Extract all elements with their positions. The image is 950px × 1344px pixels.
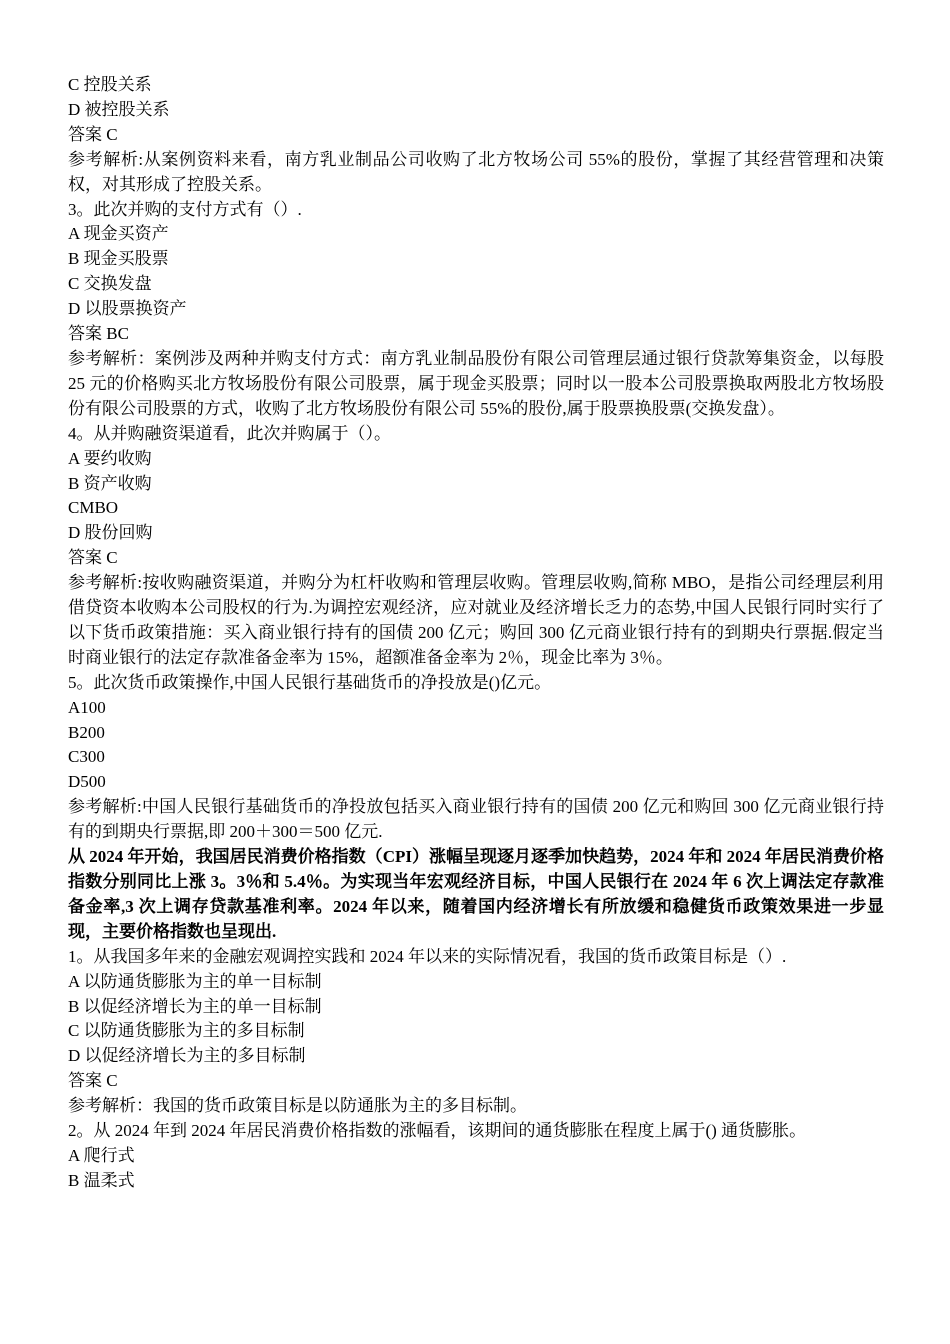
answer-line: 答案 BC <box>68 324 129 344</box>
option-c-line: C 交换发盘 <box>68 274 152 294</box>
option-b-line: B 现金买股票 <box>68 249 169 269</box>
answer-line: 答案 C <box>68 548 118 568</box>
question-3: 3。此次并购的支付方式有（）. <box>68 199 302 219</box>
explanation-paragraph: 参考解析：案例涉及两种并购支付方式：南方乳业制品股份有限公司管理层通过银行贷款筹集资金，以每股 25 元的价格购买北方牧场股份有限公司股票，属于现金买股票；同时以一股本公司股票换取两股北方牧场股份有限公司股票的方式，收购了北方牧场股份有限公司 55%的股份,属于股票换股票(交换发盘）。 <box>68 348 884 418</box>
option-a-line: A100 <box>68 697 106 717</box>
option-a-line: A 爬行式 <box>68 1145 135 1165</box>
case-background-paragraph: 从 2024 年开始，我国居民消费价格指数（CPI）涨幅呈现逐月逐季加快趋势，2024 年和 2024 年居民消费价格指数分别同比上涨 3。3％和 5.4％。为实现当年宏观经济目标，中国人民银行在 2024 年 6 次上调法定存款准备金率,3 次上调存贷款基准利率。2024 年以来，随着国内经济增长有所放缓和稳健货币政策效果进一步显现，主要价格指数也呈现出. <box>68 847 884 941</box>
option-d-line: D 被控股关系 <box>68 99 170 119</box>
option-a-line: A 要约收购 <box>68 448 152 468</box>
answer-line: 答案 C <box>68 1071 118 1091</box>
option-b-line: B 温柔式 <box>68 1170 135 1190</box>
explanation-paragraph: 参考解析：我国的货币政策目标是以防通胀为主的多目标制。 <box>68 1096 527 1116</box>
option-d-line: D 以促经济增长为主的多目标制 <box>68 1046 306 1066</box>
question-5: 5。此次货币政策操作,中国人民银行基础货币的净投放是()亿元。 <box>68 672 552 692</box>
option-c-line: CMBO <box>68 498 119 518</box>
option-c-line: C300 <box>68 747 105 767</box>
explanation-paragraph: 参考解析:中国人民银行基础货币的净投放包括买入商业银行持有的国债 200 亿元和购回 300 亿元商业银行持有的到期央行票据,即 200＋300＝500 亿元. <box>68 797 884 842</box>
option-c-line: C 控股关系 <box>68 75 152 94</box>
question-1: 1。从我国多年来的金融宏观调控实践和 2024 年以来的实际情况看，我国的货币政策目标是（）. <box>68 946 787 966</box>
document-page <box>68 73 884 1194</box>
option-d-line: D 股份回购 <box>68 523 153 543</box>
option-c-line: C 以防通货膨胀为主的多目标制 <box>68 1021 305 1041</box>
option-a-line: A 现金买资产 <box>68 224 169 244</box>
option-b-line: B200 <box>68 722 105 742</box>
question-2: 2。从 2024 年到 2024 年居民消费价格指数的涨幅看，该期间的通货膨胀在程度上属于() 通货膨胀。 <box>68 1121 807 1141</box>
explanation-paragraph: 参考解析:从案例资料来看，南方乳业制品公司收购了北方牧场公司 55%的股份，掌握了其经营管理和决策权，对其形成了控股关系。 <box>68 149 884 194</box>
explanation-paragraph: 参考解析:按收购融资渠道，并购分为杠杆收购和管理层收购。管理层收购,简称 MBO，是指公司经理层利用借贷资本收购本公司股权的行为.为调控宏观经济，应对就业及经济增长乏力的态势,中国人民银行同时实行了以下货币政策措施：买入商业银行持有的国债 200 亿元；购回 300 亿元商业银行持有的到期央行票据.假定当时商业银行的法定存款准备金率为 15%，超额准备金率为 2％，现金比率为 3％。 <box>68 573 884 667</box>
question-4: 4。从并购融资渠道看，此次并购属于（）。 <box>68 423 391 443</box>
option-d-line: D 以股票换资产 <box>68 299 187 319</box>
option-a-line: A 以防通货膨胀为主的单一目标制 <box>68 971 322 991</box>
option-b-line: B 以促经济增长为主的单一目标制 <box>68 996 322 1016</box>
option-b-line: B 资产收购 <box>68 473 152 493</box>
answer-line: 答案 C <box>68 124 118 144</box>
option-d-line: D500 <box>68 772 106 792</box>
